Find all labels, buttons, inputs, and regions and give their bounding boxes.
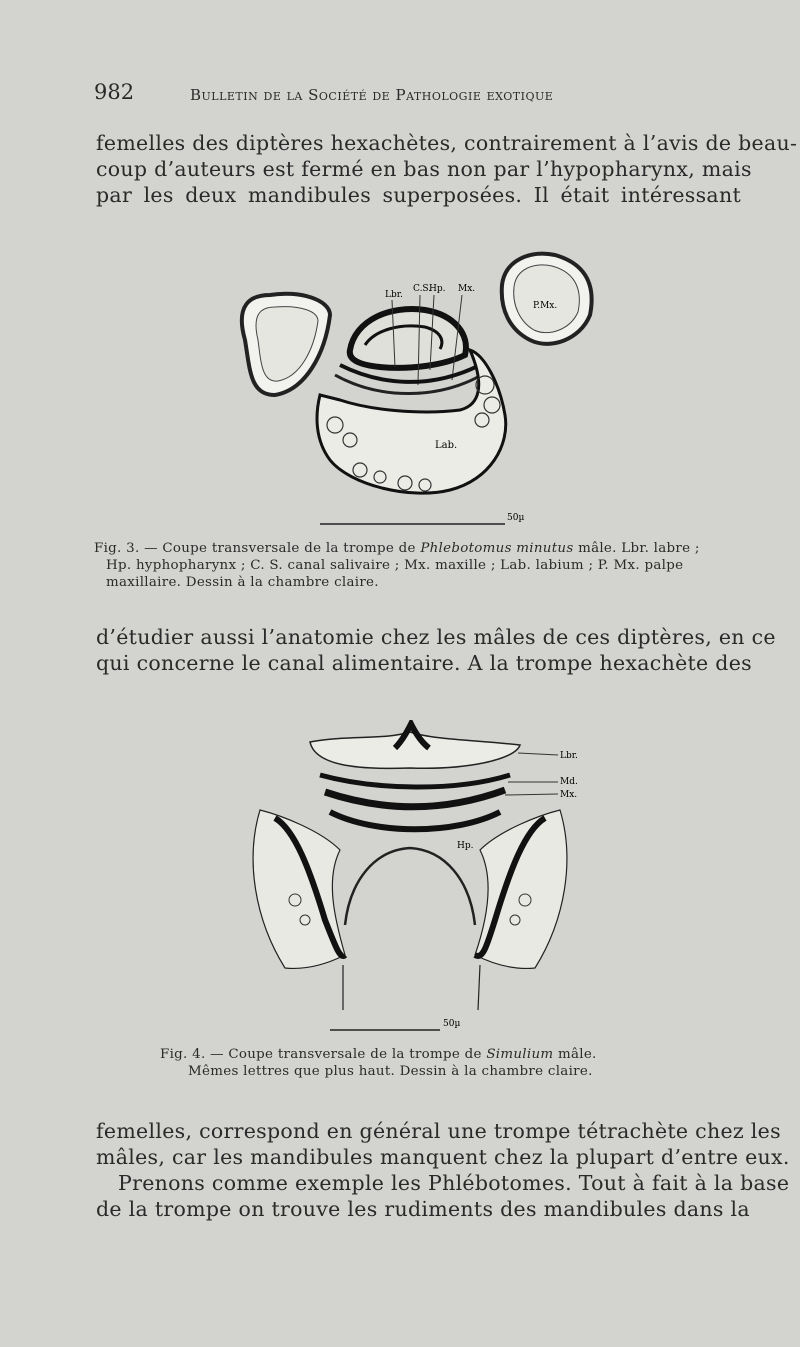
text-line: qui concerne le canal alimentaire. A la trompe hexachète des <box>96 651 752 675</box>
text-line: mâles, car les mandibules manquent chez la plupart d’entre eux. <box>96 1145 790 1169</box>
fig3-label-pmx: P.Mx. <box>533 301 558 311</box>
figure-4-drawing <box>225 720 595 1040</box>
fig3-label-lab: Lab. <box>435 440 458 451</box>
text-line: coup d’auteurs est fermé en bas non par l’hypopharynx, mais <box>96 157 752 181</box>
caption-line: Mêmes lettres que plus haut. Dessin à la chambre claire. <box>188 1064 593 1079</box>
caption-text: Fig. 3. — Coupe transversale de la trompe de <box>94 541 421 556</box>
text-line: de la trompe on trouve les rudiments des mandibules dans la <box>96 1197 750 1221</box>
fig4-label-md: Md. <box>560 777 578 787</box>
fig3-label-mx: Mx. <box>458 284 476 294</box>
caption-line: maxillaire. Dessin à la chambre claire. <box>106 575 379 590</box>
caption-text: mâle. Lbr. labre ; <box>573 541 700 556</box>
figure-3-caption <box>94 540 774 591</box>
fig4-scale-label: 50µ <box>443 1019 461 1029</box>
caption-line: Hp. hyphopharynx ; C. S. canal salivaire ; Mx. maxille ; Lab. labium ; P. Mx. palpe <box>106 558 684 573</box>
text-line: par les deux mandibules superposées. Il était intéressant <box>96 183 741 207</box>
page-header <box>94 80 754 110</box>
caption-text: mâle. <box>553 1047 597 1062</box>
text-line: femelles, correspond en général une trompe tétrachète chez les <box>96 1119 781 1143</box>
paragraph-1 <box>96 130 798 208</box>
fig3-label-lbr: Lbr. <box>385 290 403 300</box>
fig4-label-hp: Hp. <box>457 841 474 851</box>
page-number: 982 <box>94 80 135 104</box>
fig4-label-lbr: Lbr. <box>560 751 578 761</box>
figure-3-drawing <box>230 245 610 535</box>
caption-text: Fig. 4. — Coupe transversale de la trompe de <box>160 1047 487 1062</box>
paragraph-2 <box>96 624 776 676</box>
fig3-label-cs: C.S. <box>413 284 432 294</box>
fig4-label-mx: Mx. <box>560 790 578 800</box>
caption-species: Simulium <box>486 1047 554 1062</box>
text-line: Prenons comme exemple les Phlébotomes. Tout à fait à la base <box>118 1171 790 1195</box>
fig3-scale-label: 50µ <box>507 513 525 523</box>
paragraph-3 <box>96 1118 790 1222</box>
text-line: femelles des diptères hexachètes, contrairement à l’avis de beau- <box>96 131 798 155</box>
caption-species: Phlebotomus minutus <box>420 541 574 556</box>
figure-4-caption <box>160 1046 700 1080</box>
text-line: d’étudier aussi l’anatomie chez les mâles de ces diptères, en ce <box>96 625 776 649</box>
fig3-label-hp: Hp. <box>429 284 446 294</box>
running-title: Bulletin de la Société de Pathologie exotique <box>190 86 554 104</box>
